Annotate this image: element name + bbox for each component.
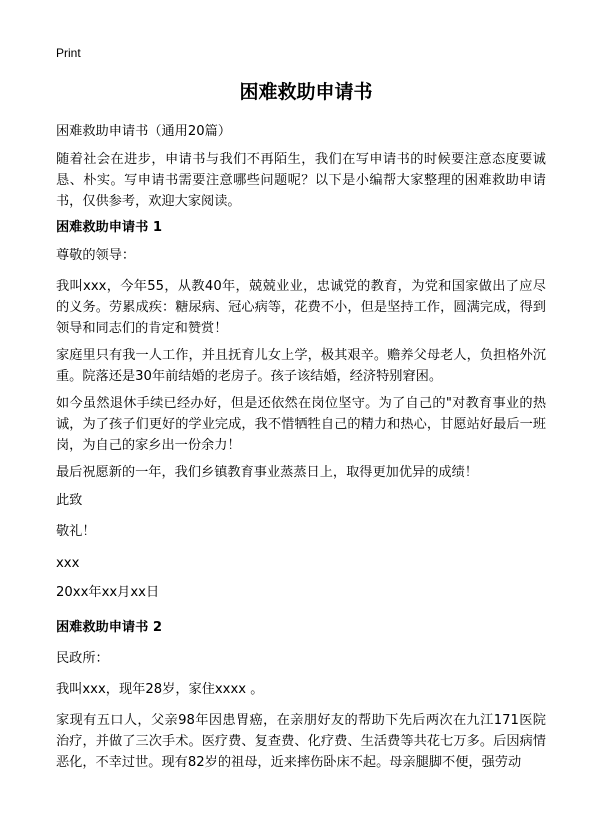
section-heading-1: 困难救助申请书 1 — [56, 220, 163, 235]
print-link[interactable]: Print — [56, 46, 81, 60]
letter2-paragraph: 我叫xxx，现年28岁，家住xxxx 。 — [56, 682, 264, 697]
salutation-1: 尊敬的领导： — [56, 248, 136, 263]
letter2-paragraph: 家现有五口人，父亲98年因患胃癌，在亲朋好友的帮助下先后两次在九江171医院治疗，并做了三次手术。医疗费、复查费、化疗费、生活费等共花七万多。后因病情恶化，不幸过世。现有82岁的祖母，近来摔伤卧床不起。母亲腿脚不便，强劳动 — [56, 713, 546, 770]
document-subtitle: 困难救助申请书（通用20篇） — [56, 124, 232, 139]
salutation-2: 民政所： — [56, 651, 109, 666]
letter-date: 20xx年xx月xx日 — [56, 585, 160, 600]
signature: xxx — [56, 556, 80, 571]
closing-line: 此致 — [56, 493, 83, 508]
closing-line: 敬礼！ — [56, 524, 96, 539]
letter1-paragraph: 家庭里只有我一人工作，并且抚育儿女上学，极其艰辛。赡养父母老人，负担格外沉重。院落还是30年前结婚的老房子。孩子该结婚，经济特别窘困。 — [56, 348, 546, 384]
letter1-paragraph: 如今虽然退休手续已经办好，但是还依然在岗位坚守。为了自己的"对教育事业的热诚，为了孩子们更好的学业完成，我不惜牺牲自己的精力和热心，甘愿站好最后一班岗，为自己的家乡出一份余力！ — [56, 396, 546, 453]
section-heading-2: 困难救助申请书 2 — [56, 620, 163, 635]
intro-paragraph: 随着社会在进步，申请书与我们不再陌生，我们在写申请书的时候要注意态度要诚恳、朴实。写申请书需要注意哪些问题呢？以下是小编帮大家整理的困难救助申请书，仅供参考，欢迎大家阅读。 — [56, 152, 546, 209]
letter1-paragraph: 我叫xxx，今年55，从教40年，兢兢业业，忠诚党的教育，为党和国家做出了应尽的义务。劳累成疾：糖尿病、冠心病等，花费不小，但是坚持工作，圆满完成，得到领导和同志们的肯定和赞赏！ — [56, 279, 546, 336]
letter1-paragraph: 最后祝愿新的一年，我们乡镇教育事业蒸蒸日上，取得更加优异的成绩！ — [56, 465, 478, 480]
page-title: 困难救助申请书 — [239, 81, 373, 103]
